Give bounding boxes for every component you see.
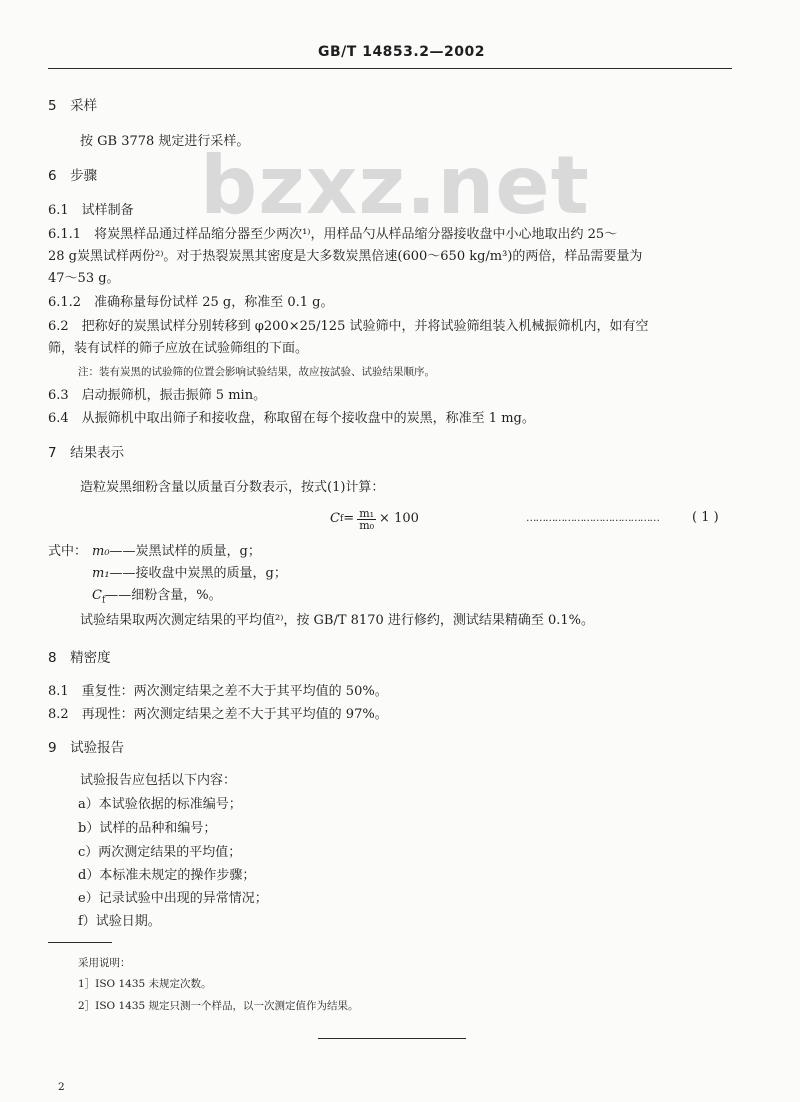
list-item: a）本试验依据的标准编号； (78, 797, 242, 812)
watermark: bzxz.net (200, 139, 590, 232)
list-item: d）本标准未规定的操作步骤； (78, 868, 256, 883)
header-rule (48, 68, 732, 69)
section-6-title: 6 步骤 (48, 168, 98, 184)
list-item: c）两次测定结果的平均值； (78, 845, 242, 860)
footnote-rule (48, 942, 112, 943)
list-item: f）试验日期。 (78, 914, 161, 929)
var-m0-desc: ——炭黑试样的质量，g； (109, 544, 261, 559)
footnote-heading: 采用说明： (78, 957, 131, 969)
formula-lhs: C (330, 511, 340, 526)
result-statement: 试验结果取两次测定结果的平均值²⁾，按 GB/T 8170 进行修约，测试结果精确至 0.1%。 (80, 613, 595, 628)
var-cf-desc: ——细粉含量，%。 (105, 588, 222, 603)
var-m0 (92, 544, 261, 560)
var-m0-symbol: m₀ (92, 544, 110, 559)
var-cf-symbol: C (92, 588, 102, 603)
list-item: b）试样的品种和编号； (78, 821, 217, 836)
clause-8-1: 8.1 重复性：两次测定结果之差不大于其平均值的 50%。 (48, 684, 388, 699)
clause-6-2-line1: 6.2 把称好的炭黑试样分别转移到 φ200×25/125 试验筛中，并将试验筛组装入机械振筛机内，如有空 (48, 319, 649, 334)
formula-denominator: m₀ (359, 518, 375, 532)
section-5-title: 5 采样 (48, 98, 98, 114)
footnote-2: 2］ISO 1435 规定只测一个样品，以一次测定值作为结果。 (78, 1000, 359, 1012)
formula-number: ( 1 ) (692, 510, 719, 525)
clause-6-1-2: 6.1.2 准确称量每份试样 25 g，称准至 0.1 g。 (48, 295, 334, 310)
formula-equals: = (343, 511, 355, 526)
note: 注：装有炭黑的试验筛的位置会影响试验结果，故应按試验、试验结果顺序。 (78, 366, 435, 378)
standard-code: GB/T 14853.2—2002 (318, 44, 485, 60)
where-prefix: 式中： (48, 544, 88, 559)
list-item: e）记录试验中出现的异常情况； (78, 891, 268, 906)
clause-6-2-line2: 筛，装有试样的筛子应放在试验筛组的下面。 (48, 341, 309, 356)
section-9-intro: 试验报告应包括以下内容： (80, 773, 237, 788)
section-7-title: 7 结果表示 (48, 445, 125, 461)
var-cf-sub: f (101, 595, 106, 606)
formula-fraction (357, 508, 376, 531)
clause-8-2: 8.2 再现性：两次测定结果之差不大于其平均值的 97%。 (48, 707, 388, 722)
section-8-title: 8 精密度 (48, 650, 111, 666)
end-rule (318, 1038, 466, 1039)
page-number: 2 (58, 1081, 65, 1093)
formula-rhs: × 100 (379, 511, 419, 526)
formula (330, 506, 419, 532)
formula-dots: …………………………………… (526, 512, 659, 524)
clause-6-1-1-line1: 6.1.1 将炭黑样品通过样品缩分器至少两次¹⁾，用样品勺从样品缩分器接收盘中小心地取出约 25～ (48, 227, 618, 242)
clause-6-3: 6.3 启动振筛机，振击振筛 5 min。 (48, 388, 267, 403)
formula-lhs-sub: f (339, 514, 344, 524)
var-cf (92, 588, 222, 609)
var-m1-desc: ——接收盘中炭黑的质量，g； (109, 566, 287, 581)
section-9-title: 9 试验报告 (48, 740, 125, 756)
clause-6-1-1-line2: 28 g炭黑试样两份²⁾。对于热裂炭黑其密度是大多数炭黑倍速(600～650 kg/m³)的两倍，样品需要量为 (48, 249, 643, 264)
var-m1 (92, 566, 287, 582)
clause-6-4: 6.4 从振筛机中取出筛子和接收盘，称取留在每个接收盘中的炭黑，称准至 1 mg。 (48, 411, 535, 426)
formula-numerator: m₁ (359, 506, 375, 520)
footnote-1: 1］ISO 1435 未规定次数。 (78, 978, 212, 990)
var-m1-symbol: m₁ (92, 566, 110, 581)
clause-6-1-1-line3: 47～53 g。 (48, 271, 120, 286)
clause-6-1: 6.1 试样制备 (48, 203, 134, 218)
section-7-intro: 造粒炭黑细粉含量以质量百分数表示，按式(1)计算： (80, 480, 385, 495)
section-5-text: 按 GB 3778 规定进行采样。 (80, 134, 250, 149)
